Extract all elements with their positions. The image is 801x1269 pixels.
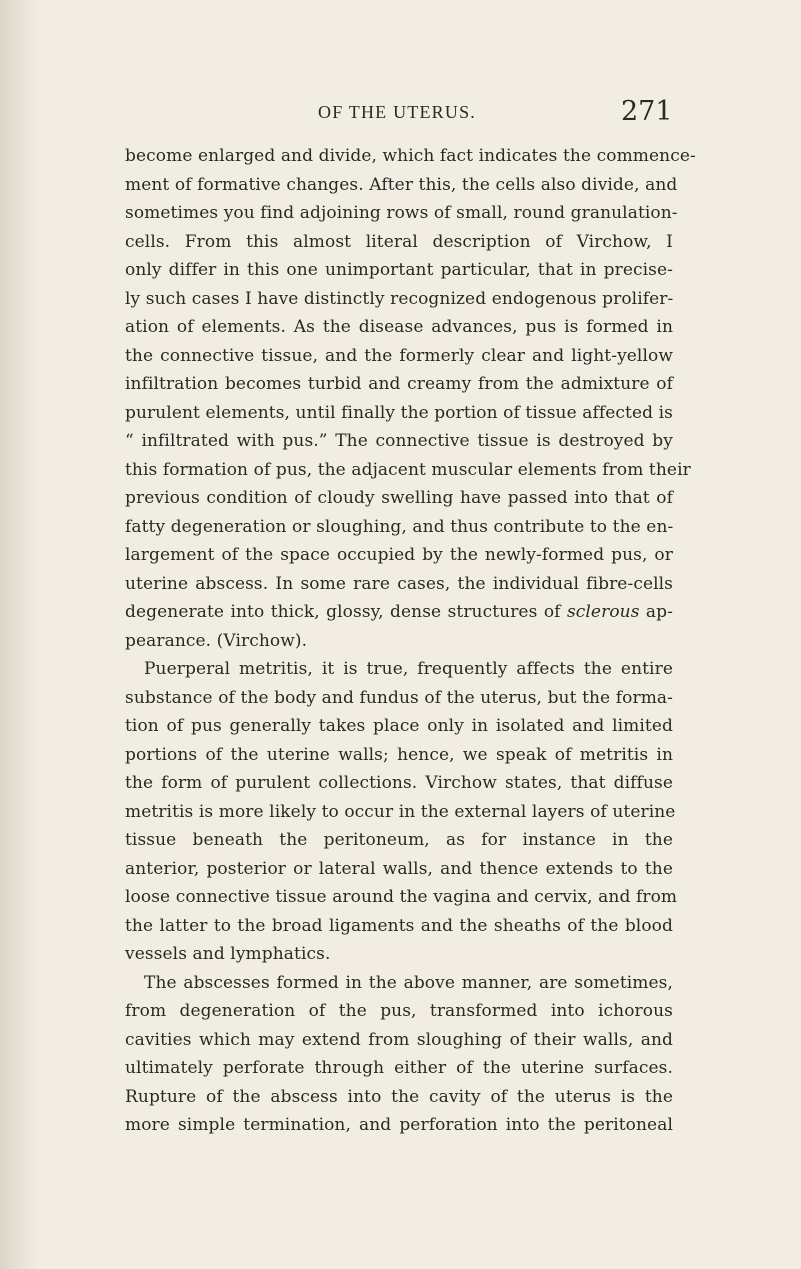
text-line: “ infiltrated with pus.” The connective tissue is destroyed by: [125, 431, 673, 451]
text-line: fatty degeneration or sloughing, and thus contribute to the en-: [125, 516, 674, 537]
body-text: [125, 142, 696, 1140]
text-line: purulent elements, until finally the portion of tissue affected is: [125, 402, 673, 423]
text-line: the latter to the broad ligaments and the sheaths of the blood: [125, 915, 673, 936]
text-line: uterine abscess. In some rare cases, the individual fibre-cells: [125, 573, 673, 594]
text-line: loose connective tissue around the vagina and cervix, and from: [125, 887, 678, 907]
text-line: Puerperal metritis, it is true, frequently affects the entire: [144, 659, 673, 679]
text-line: The abscesses formed in the above manner, are sometimes,: [144, 972, 673, 993]
text-line: the connective tissue, and the formerly clear and light-yellow: [125, 345, 673, 366]
text-line: this formation of pus, the adjacent muscular elements from their: [125, 459, 691, 480]
text-line: largement of the space occupied by the newly-formed pus, or: [125, 545, 673, 565]
text-line: ultimately perforate through either of the uterine surfaces.: [125, 1058, 673, 1078]
text-line: previous condition of cloudy swelling have passed into that of: [125, 488, 673, 508]
running-head: OF THE UTERUS.: [318, 102, 476, 122]
text-line: cells. From this almost literal description of Virchow, I: [125, 231, 673, 252]
text-line: degenerate into thick, glossy, dense structures of sclerous ap-: [125, 602, 673, 622]
text-line: portions of the uterine walls; hence, we speak of metritis in: [125, 744, 673, 765]
text-line: more simple termination, and perforation into the peritoneal: [125, 1115, 673, 1135]
text-line: only differ in this one unimportant particular, that in precise-: [125, 260, 673, 280]
text-line: infiltration becomes turbid and creamy from the admixture of: [125, 374, 673, 394]
text-line: tissue beneath the peritoneum, as for instance in the: [125, 830, 673, 850]
text-line: from degeneration of the pus, transformed into ichorous: [125, 1001, 673, 1021]
text-line: vessels and lymphatics.: [125, 944, 331, 964]
text-line: tion of pus generally takes place only in isolated and limited: [125, 716, 673, 736]
text-line: pearance. (Virchow).: [125, 630, 308, 651]
text-line: the form of purulent collections. Virchow states, that diffuse: [125, 773, 673, 793]
italic-term: sclerous: [566, 602, 640, 622]
page-header: [0, 96, 801, 132]
text-line: ly such cases I have distinctly recognized endogenous prolifer-: [125, 288, 674, 309]
text-line: ation of elements. As the disease advances, pus is formed in: [125, 317, 673, 337]
text-line: become enlarged and divide, which fact indicates the commence-: [125, 146, 696, 166]
text-line: metritis is more likely to occur in the external layers of uterine: [125, 801, 676, 822]
text-line: sometimes you find adjoining rows of small, round granulation-: [125, 203, 678, 223]
page-edge-shadow: [0, 0, 38, 1269]
text-line: Rupture of the abscess into the cavity of the uterus is the: [125, 1086, 673, 1107]
page-number: 271: [621, 96, 673, 127]
text-line: cavities which may extend from sloughing of their walls, and: [125, 1029, 673, 1050]
text-line: ment of formative changes. After this, the cells also divide, and: [125, 174, 678, 195]
text-line: substance of the body and fundus of the uterus, but the forma-: [125, 687, 673, 708]
text-line: anterior, posterior or lateral walls, and thence extends to the: [125, 858, 673, 879]
